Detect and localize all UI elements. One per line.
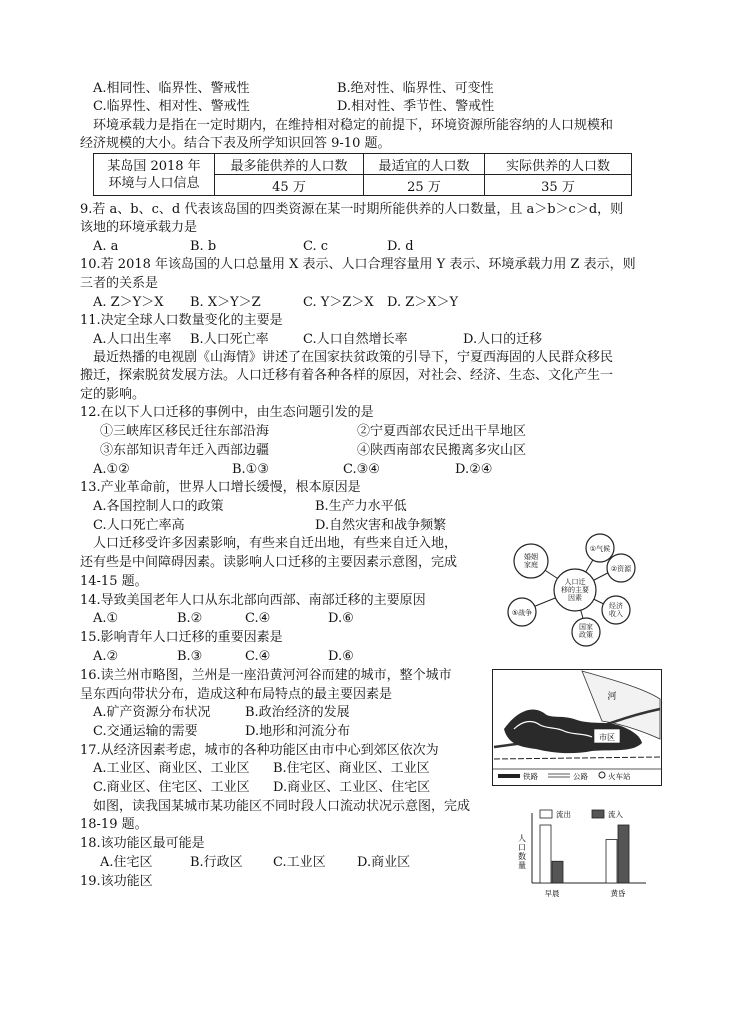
q12-item-3: ③东部知识青年迁入西部边疆 <box>100 443 270 458</box>
q14-option-c: C.④ <box>245 611 271 626</box>
bar-2-2 <box>618 825 629 883</box>
q16: 16.读兰州市略图，兰州是一座沿黄河河谷而建的城市，整个城市 <box>80 668 452 683</box>
city-label: 市区 <box>599 733 615 742</box>
legend-rail-symbol <box>498 774 520 778</box>
legend-label-1: 流出 <box>556 810 571 819</box>
q17-option-b: B.住宅区、商业区、工业区 <box>273 761 430 776</box>
q9-option-d: D. d <box>387 239 414 254</box>
passage-2-end: 定的影响。 <box>80 387 146 402</box>
q15-option-d: D.⑥ <box>328 649 354 664</box>
legend-road-label: 公路 <box>573 772 588 781</box>
q16-option-b: B.政治经济的发展 <box>245 705 350 720</box>
node-label-family: 婚姻家庭 <box>524 553 538 569</box>
category-label-2: 黄昏 <box>610 889 626 898</box>
q17-option-a: A.工业区、商业区、工业区 <box>93 761 250 776</box>
q10-option-d: D. Z＞X＞Y <box>387 295 459 310</box>
node-label-climate: ①气候 <box>589 545 611 553</box>
q12-option-a: A.①② <box>93 462 130 477</box>
node-label-war: ⑤战争 <box>511 609 533 617</box>
passage-2-cont: 搬迁，探索脱贫发展方法。人口迁移有着各种各样的原因，对社会、经济、生态、文化产生一 <box>80 368 614 383</box>
legend-rail-label: 铁路 <box>523 772 538 781</box>
q14-option-a: A.① <box>93 611 119 626</box>
passage-4-cont: 18-19 题。 <box>80 817 148 832</box>
q9-cont: 该地的环境承载力是 <box>80 220 198 235</box>
q11-option-a: A.人口出生率 <box>93 332 172 347</box>
q9-option-b: B. b <box>190 239 217 254</box>
table-val-1: 45 万 <box>215 175 364 196</box>
q15-option-c: C.④ <box>245 649 271 664</box>
q16-option-c: C.交通运输的需要 <box>93 724 198 739</box>
q16-cont: 呈东西向带状分布，造成这种布局特点的最主要因素是 <box>80 687 393 702</box>
q14-option-d: D.⑥ <box>328 611 354 626</box>
q9: 9.若 a、b、c、d 代表该岛国的四类资源在某一时期所能供养的人口数量，且 a＞b＞c＞d，则 <box>80 202 624 217</box>
q11-option-c: C.人口自然增长率 <box>303 332 408 347</box>
q12-item-1: ①三峡库区移民迁往东部沿海 <box>100 424 270 439</box>
river-label: 河 <box>607 692 617 702</box>
migration-factors-diagram <box>498 526 648 656</box>
q10-option-c: C. Y＞Z＞X <box>303 295 374 310</box>
q10-option-b: B. X＞Y＞Z <box>190 295 261 310</box>
node-label-resource: ②资源 <box>610 565 632 573</box>
passage-2: 最近热播的电视剧《山海情》讲述了在国家扶贫政策的引导下，宁夏西海固的人民群众移民 <box>93 350 614 365</box>
population-flow-chart <box>510 807 650 902</box>
q12-option-b: B.①③ <box>232 462 269 477</box>
node-label-income: 经济收入 <box>609 602 623 618</box>
bar-1-1 <box>540 825 551 883</box>
table-col-1: 最多能供养的人口数 <box>215 154 364 175</box>
q18-option-c: C.工业区 <box>273 855 326 870</box>
table-val-2: 25 万 <box>364 175 485 196</box>
q16-option-a: A.矿产资源分布状况 <box>93 705 211 720</box>
q12-item-4: ④陕西南部农民搬离多灾山区 <box>357 443 527 458</box>
table-head-2: 环境与人口信息 <box>108 175 200 191</box>
q9-option-a: A. a <box>93 239 119 254</box>
q8-option-a: A.相同性、临界性、警戒性 <box>93 81 250 96</box>
q12-option-c: C.③④ <box>343 462 380 477</box>
q8-option-d: D.相对性、季节性、警戒性 <box>337 99 495 114</box>
center-label: 人口迁移的主要因素 <box>561 578 589 602</box>
y-axis-label: 人口数量 <box>518 834 526 870</box>
q10: 10.若 2018 年该岛国的人口总量用 X 表示、人口合理容量用 Y 表示、环境承载力用 Z 表示，则 <box>80 257 636 272</box>
table-col-2: 最适宜的人口数 <box>364 154 485 175</box>
q14-option-b: B.② <box>177 611 203 626</box>
q13-option-a: A.各国控制人口的政策 <box>93 499 224 514</box>
table-col-3: 实际供养的人口数 <box>485 154 632 175</box>
q8-option-c: C.临界性、相对性、警戒性 <box>93 99 250 114</box>
q18-option-a: A.住宅区 <box>100 855 153 870</box>
q13: 13.产业革命前，世界人口增长缓慢，根本原因是 <box>80 480 361 495</box>
bar-2-1 <box>606 840 617 884</box>
q13-option-b: B.生产力水平低 <box>315 499 407 514</box>
q17: 17.从经济因素考虑，城市的各种功能区由市中心到郊区依次为 <box>80 743 439 758</box>
q16-option-d: D.地形和河流分布 <box>245 724 351 739</box>
q18-option-d: D.商业区 <box>357 855 411 870</box>
q18-option-b: B.行政区 <box>190 855 243 870</box>
table-val-3: 35 万 <box>485 175 632 196</box>
q15-option-a: A.② <box>93 649 119 664</box>
q12: 12.在以下人口迁移的事例中，由生态问题引发的是 <box>80 405 374 420</box>
category-label-1: 早晨 <box>544 889 560 898</box>
q8-option-b: B.绝对性、临界性、可变性 <box>337 81 494 96</box>
legend-swatch-2 <box>592 810 604 818</box>
q11-option-b: B.人口死亡率 <box>190 332 269 347</box>
q12-option-d: D.②④ <box>455 462 493 477</box>
q15-option-b: B.③ <box>177 649 203 664</box>
q11: 11.决定全球人口数量变化的主要是 <box>80 313 283 328</box>
population-table <box>93 153 632 196</box>
q9-option-c: C. c <box>303 239 329 254</box>
legend-label-2: 流入 <box>608 810 623 819</box>
passage-3-cont: 还有些是中间障碍因素。读影响人口迁移的主要因素示意图，完成 <box>80 555 458 570</box>
legend-station-label: 火车站 <box>608 772 631 781</box>
passage-3: 人口迁移受许多因素影响，有些来自迁出地，有些来自迁入地， <box>93 536 458 551</box>
q17-option-d: D.商业区、工业区、住宅区 <box>273 780 431 795</box>
q19: 19.该功能区 <box>80 874 153 889</box>
q18: 18.该功能区最可能是 <box>80 836 205 851</box>
q10-option-a: A. Z＞Y＞X <box>93 295 164 310</box>
bar-1-2 <box>552 861 563 883</box>
passage-1: 环境承载力是指在一定时期内，在维持相对稳定的前提下，环境资源所能容纳的人口规模和 <box>93 118 614 133</box>
q10-cont: 三者的关系是 <box>80 276 159 291</box>
q13-option-d: D.自然灾害和战争频繁 <box>315 518 447 533</box>
q13-option-c: C.人口死亡率高 <box>93 518 185 533</box>
q17-option-c: C.商业区、住宅区、工业区 <box>93 780 250 795</box>
lanzhou-city-map <box>492 669 662 786</box>
passage-3-end: 14-15 题。 <box>80 574 148 589</box>
q14: 14.导致美国老年人口从东北部向西部、南部迁移的主要原因 <box>80 593 426 608</box>
q15: 15.影响青年人口迁移的重要因素是 <box>80 630 283 645</box>
legend-swatch-1 <box>540 810 552 818</box>
passage-1-cont: 经济规模的大小。结合下表及所学知识回答 9-10 题。 <box>80 136 391 151</box>
node-label-policy: 国家政策 <box>579 623 593 639</box>
table-head-1: 某岛国 2018 年 <box>107 158 201 174</box>
passage-4: 如图，读我国某城市某功能区不同时段人口流动状况示意图，完成 <box>93 799 471 814</box>
q12-item-2: ②宁夏西部农民迁出干旱地区 <box>357 424 527 439</box>
q11-option-d: D.人口的迁移 <box>463 332 543 347</box>
